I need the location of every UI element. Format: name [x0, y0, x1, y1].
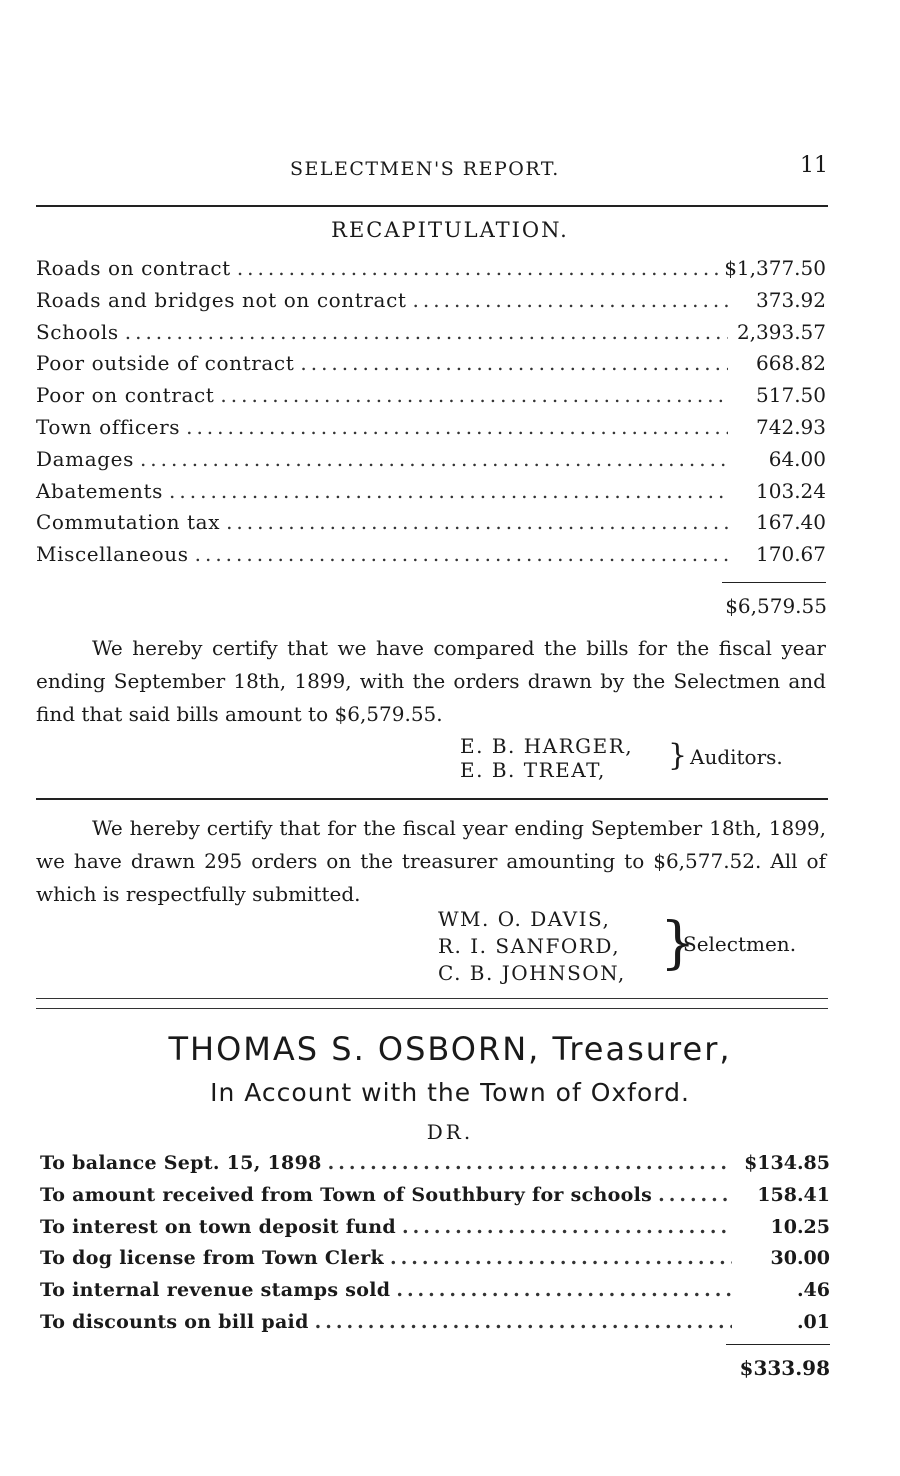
recap-label: Town officers: [36, 414, 181, 439]
leader-dots: [328, 1152, 732, 1174]
recap-amount: 668.82: [756, 351, 826, 376]
leader-dots: [186, 415, 728, 439]
double-rule-top: [36, 998, 828, 999]
leader-dots: [315, 1311, 732, 1333]
recap-amount: 103.24: [756, 478, 826, 503]
double-rule-bottom: [36, 1008, 828, 1009]
account-amount: 158.41: [757, 1183, 830, 1206]
leader-dots: [396, 1279, 732, 1301]
treasurer-total: $333.98: [739, 1356, 830, 1380]
account-amount: 10.25: [770, 1215, 830, 1238]
recap-amount: 517.50: [756, 383, 826, 408]
account-amount: 30.00: [770, 1247, 830, 1270]
recap-row: [36, 510, 826, 542]
leader-dots: [226, 510, 728, 534]
recap-label: Schools: [36, 319, 119, 344]
selectmen-text: We hereby certify that for the fiscal year ending September 18th, 1899, we have drawn 295 orders on the treasurer amounting to $6,577.52. All of which is respectfully submitted.: [36, 816, 826, 906]
leader-dots: [220, 383, 728, 407]
account-label: To interest on town deposit fund: [40, 1215, 396, 1238]
recap-label: Roads and bridges not on contract: [36, 287, 407, 312]
auditors-certification: [36, 632, 826, 731]
leader-dots: [237, 256, 718, 280]
recap-row: [36, 256, 826, 288]
auditors-role: Auditors.: [690, 745, 783, 769]
recap-amount: 64.00: [768, 446, 826, 471]
recap-row: [36, 542, 826, 574]
recap-title: RECAPITULATION.: [331, 218, 569, 242]
recap-list: [36, 256, 826, 574]
total-rule: [722, 582, 826, 583]
recap-row: [36, 288, 826, 320]
recap-row: [36, 351, 826, 383]
leader-dots: [300, 351, 728, 375]
running-header: SELECTMEN'S REPORT.: [290, 158, 560, 180]
recap-row: [36, 447, 826, 479]
account-label: To amount received from Town of Southbury for schools: [40, 1183, 653, 1206]
auditor-name: E. B. HARGER,: [460, 734, 634, 758]
section-rule: [36, 798, 828, 800]
recap-label: Poor outside of contract: [36, 351, 295, 376]
recap-total: $6,579.55: [725, 594, 827, 618]
page-number: 11: [800, 153, 828, 178]
selectman-name: WM. O. DAVIS,: [438, 907, 611, 931]
recap-label: Abatements: [36, 478, 164, 503]
recap-amount: 170.67: [756, 542, 826, 567]
leader-dots: [140, 447, 728, 471]
account-row: [40, 1279, 830, 1311]
account-row: [40, 1152, 830, 1184]
leader-dots: [402, 1216, 732, 1238]
auditor-names: [460, 734, 633, 782]
recap-row: [36, 415, 826, 447]
recap-row: [36, 383, 826, 415]
account-label: To internal revenue stamps sold: [40, 1279, 391, 1302]
brace-icon: }: [660, 911, 696, 976]
selectmen-role: Selectmen.: [683, 932, 797, 956]
leader-dots: [195, 542, 728, 566]
selectman-name: R. I. SANFORD,: [438, 934, 621, 958]
treasurer-title: THOMAS S. OSBORN, Treasurer,: [168, 1030, 732, 1068]
leader-dots: [413, 288, 728, 312]
recap-label: Poor on contract: [36, 383, 215, 408]
account-label: To dog license from Town Clerk: [40, 1247, 385, 1270]
brace-icon: }: [668, 738, 688, 773]
treasurer-subtitle: In Account with the Town of Oxford.: [210, 1078, 690, 1107]
selectman-name: C. B. JOHNSON,: [438, 961, 626, 985]
recap-amount: 2,393.57: [736, 319, 826, 344]
selectmen-certification: [36, 812, 826, 911]
recap-label: Commutation tax: [36, 510, 221, 535]
account-label: To balance Sept. 15, 1898: [40, 1152, 322, 1174]
auditors-text: We hereby certify that we have compared the bills for the fiscal year ending September 18th, 1899, with the orders drawn by the Selectmen and find that said bills amount to $6,579.55.: [36, 636, 826, 726]
leader-dots: [390, 1247, 732, 1269]
recap-row: [36, 320, 826, 352]
auditor-name: E. B. TREAT,: [460, 758, 606, 782]
account-label: To discounts on bill paid: [40, 1310, 309, 1333]
account-row: [40, 1247, 830, 1279]
leader-dots: [125, 320, 728, 344]
header-rule: [36, 205, 828, 207]
leader-dots: [658, 1184, 732, 1206]
debit-heading: DR.: [426, 1120, 474, 1144]
recap-label: Miscellaneous: [36, 542, 189, 567]
account-row: [40, 1216, 830, 1248]
recap-amount: $1,377.50: [724, 256, 826, 280]
recap-label: Damages: [36, 446, 134, 471]
recap-row: [36, 479, 826, 511]
account-amount: .46: [796, 1279, 830, 1302]
account-row: [40, 1184, 830, 1216]
account-amount: .01: [796, 1310, 830, 1333]
leader-dots: [169, 479, 728, 503]
recap-amount: 373.92: [756, 287, 826, 312]
recap-label: Roads on contract: [36, 256, 231, 280]
account-row: [40, 1311, 830, 1343]
recap-amount: 742.93: [756, 414, 826, 439]
selectmen-names: [438, 906, 626, 987]
account-amount: $134.85: [744, 1152, 830, 1174]
total-rule: [726, 1344, 830, 1345]
recap-amount: 167.40: [756, 510, 826, 535]
treasurer-list: [40, 1152, 830, 1343]
